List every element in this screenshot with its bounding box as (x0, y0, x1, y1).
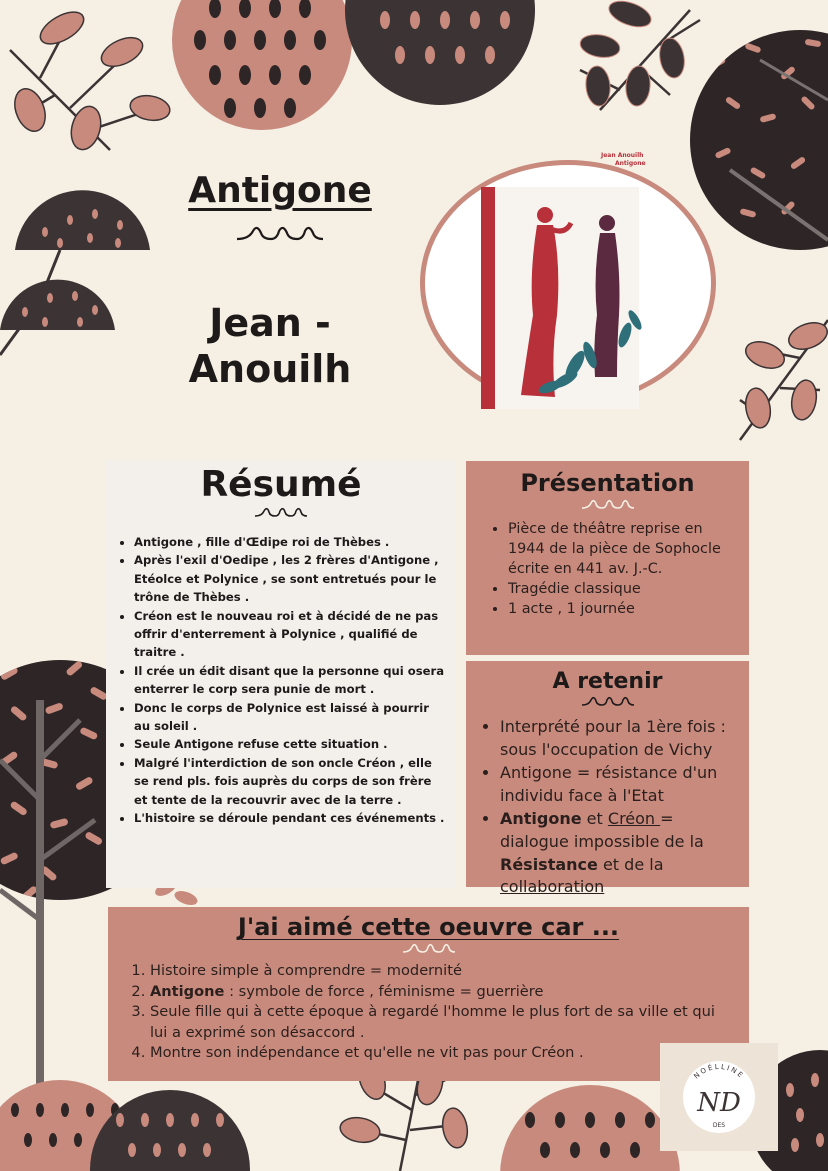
list-item: • Antigone = résistance d'un individu face à l'Etat (500, 762, 739, 807)
list-item: 4. Montre son indépendance et qu'elle ne vit pas pour Créon . (150, 1043, 735, 1064)
list-item (150, 982, 735, 1003)
book-cover-image (425, 152, 711, 401)
retenir-section (466, 661, 749, 897)
list-item: • L'histoire se déroule pendant ces événements . (134, 809, 446, 827)
word-et: et (581, 809, 608, 829)
book-title: Antigone (188, 170, 372, 211)
list-item: • 1 acte , 1 journée (508, 599, 735, 619)
list-item: • Interprété pour la 1ère fois : sous l'occupation de Vichy (500, 716, 739, 761)
logo-top-text: NOÉLLINE (692, 1062, 746, 1081)
item-rest: : symbole de force , féminisme = guerrière (224, 982, 544, 1000)
logo-bottom-text: DES (712, 1122, 726, 1129)
author-logo (660, 1043, 778, 1151)
word-collaboration: collaboration (500, 877, 605, 897)
resume-list (106, 533, 456, 828)
list-item: 3. Seule fille qui à cette époque à regardé l'homme le plus fort de sa ville et qui lui a exprimé son désaccord . (150, 1002, 735, 1043)
squiggle-divider (580, 696, 636, 708)
squiggle-divider (580, 499, 636, 511)
logo-seal-icon (671, 1049, 767, 1145)
logo-monogram: ND (697, 1088, 741, 1118)
retenir-title: A retenir (552, 669, 663, 694)
list-item: • Après l'exil d'Oedipe , les 2 frères d'Antigone , Etéolce et Polynice , se sont entretués pour le trône de Thèbes . (134, 551, 446, 606)
deco-halfcircle-left-1 (15, 190, 150, 250)
cover-author-text: Jean Anouilh (601, 152, 644, 159)
list-item (500, 808, 739, 898)
deco-halfcircle-left-2 (0, 280, 115, 330)
list-item: • Antigone , fille d'Œdipe roi de Thèbes . (134, 533, 446, 551)
retenir-list (466, 716, 749, 899)
list-item: • Tragédie classique (508, 579, 735, 599)
word-antigone: Antigone (500, 809, 582, 829)
author-name (180, 300, 360, 392)
list-item: • Créon est le nouveau roi et à décidé de ne pas offrir d'enterrement à Polynice , qualifié de traitre . (134, 607, 446, 662)
list-item: • Donc le corps de Polynice est laissé à pourrir au soleil . (134, 699, 446, 736)
author-line-1: Jean - (209, 301, 331, 345)
resume-title: Résumé (200, 464, 362, 505)
presentation-section (466, 461, 749, 655)
list-item: • Seule Antigone refuse cette situation . (134, 735, 446, 753)
list-item: • Malgré l'interdiction de son oncle Créon , elle se rend pls. fois auprès du corps de son frère et tente de la recouvrir avec de la terre . (134, 754, 446, 809)
list-item: 1. Histoire simple à comprendre = modernité (150, 961, 735, 982)
squiggle-divider (253, 507, 309, 519)
presentation-title: Présentation (520, 469, 695, 497)
word-dialogue: = dialogue impossible de la (500, 809, 704, 851)
cover-title-text: Antigone (615, 160, 646, 167)
aime-section (108, 907, 749, 1081)
title-block (160, 170, 400, 243)
list-item: • Pièce de théâtre reprise en 1944 de la pièce de Sophocle écrite en 441 av. J.-C. (508, 519, 735, 579)
aime-list (108, 961, 749, 1064)
aime-title (108, 913, 749, 941)
presentation-list (466, 519, 749, 619)
squiggle-divider (401, 943, 457, 955)
resume-section (106, 460, 456, 888)
author-line-2: Anouilh (188, 347, 352, 391)
aime-title-text: J'ai aimé cette oeuvre car ... (237, 913, 620, 941)
squiggle-divider (235, 225, 325, 243)
book-cover-frame (420, 152, 716, 406)
word-antigone-bold: Antigone (150, 982, 225, 1000)
list-item: • Il crée un édit disant que la personne qui osera enterrer le corp sera punie de mort . (134, 662, 446, 699)
word-creon: Créon (607, 809, 661, 829)
word-resistance: Résistance (500, 854, 598, 874)
word-et-de-la: et de la (597, 854, 664, 874)
